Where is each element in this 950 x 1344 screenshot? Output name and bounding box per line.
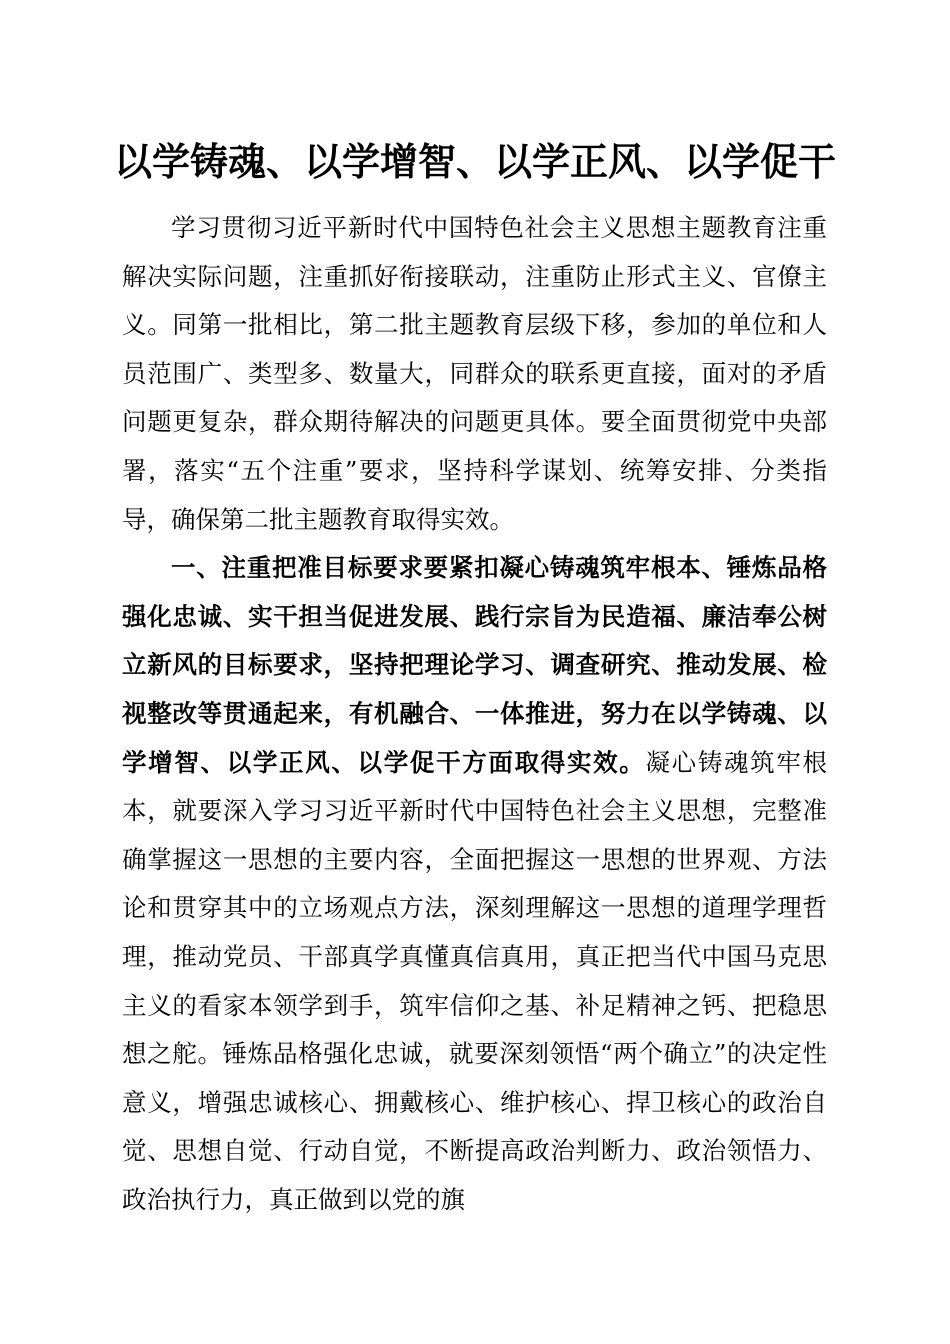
document-title: 以学铸魂、以学增智、以学正风、以学促干 [113, 139, 836, 184]
section-one-text: 凝心铸魂筑牢根本，就要深入学习习近平新时代中国特色社会主义思想，完整准确掌握这一思想的主要内容，全面把握这一思想的世界观、方法论和贯穿其中的立场观点方法，深刻理解这一思想的道理学理哲理，推动党员、干部真学真懂真信真用，真正把当代中国马克思主义的看家本领学到手，筑牢信仰之基、补足精神之钙、把稳思想之舵。锤炼品格强化忠诚，就要深刻领悟“两个确立”的决定性意义，增强忠诚核心、拥戴核心、维护核心、捍卫核心的政治自觉、思想自觉、行动自觉，不断提高政治判断力、政治领悟力、政治执行力，真正做到以党的旗 [122, 747, 828, 1214]
section-one-heading: 一、注重把准目标要求要紧扣凝心铸魂筑牢根本、锤炼品格强化忠诚、实干担当促进发展、践行宗旨为民造福、廉洁奉公树立新风的目标要求，坚持把理论学习、调查研究、推动发展、检视整改等贯通起来，有机融合、一体推进，努力在以学铸魂、以学增智、以学正风、以学促干方面取得实效。 [122, 553, 827, 777]
document-body [122, 204, 827, 1224]
paragraph-section-one [122, 544, 827, 1224]
paragraph-intro-text: 学习贯彻习近平新时代中国特色社会主义思想主题教育注重解决实际问题，注重抓好衔接联动，注重防止形式主义、官僚主义。同第一批相比，第二批主题教育层级下移，参加的单位和人员范围广、类型多、数量大，同群众的联系更直接，面对的矛盾问题更复杂，群众期待解决的问题更具体。要全面贯彻党中央部署，落实“五个注重”要求，坚持科学谋划、统筹安排、分类指导，确保第二批主题教育取得实效。 [122, 213, 827, 534]
paragraph-intro [122, 204, 827, 544]
